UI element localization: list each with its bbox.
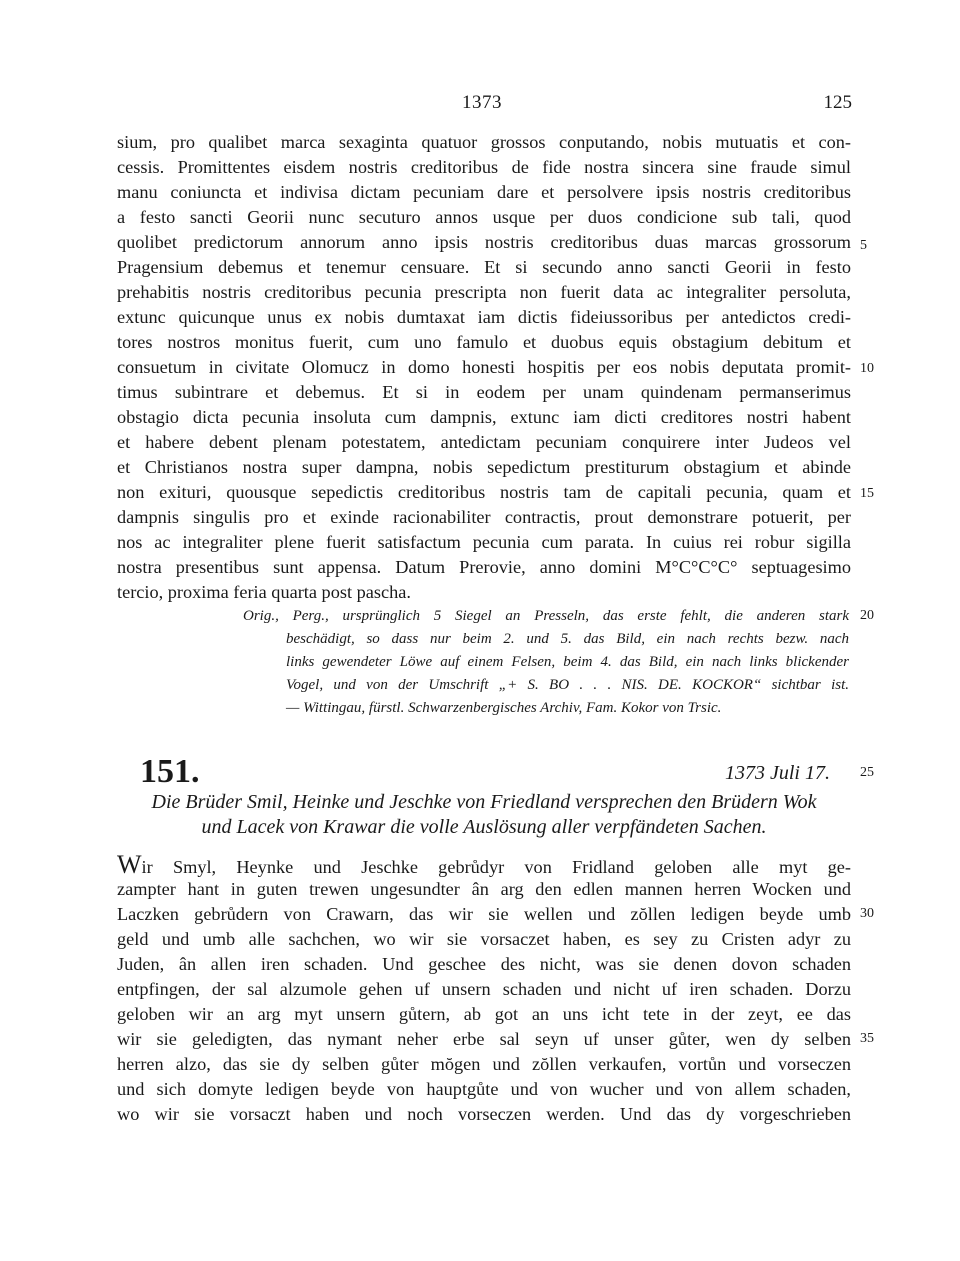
body-line: prehabitis nostris creditoribus pecunia prescripta non fuerit data ac integraliter persoluta, (117, 282, 851, 302)
body-line: sium, pro qualibet marca sexaginta quatuor grossos conputando, nobis mutuatis et con- (117, 132, 851, 152)
german-text-line: geld und umb alle sachchen, wo wir sie vorsaczet haben, es sey zu Cristen adyr zu (117, 929, 851, 949)
body-line: nos ac integraliter plene fuerit satisfactum pecunia cum parata. In cuius rei robur sigilla (117, 532, 851, 552)
body-line: cessis. Promittentes eisdem nostris creditoribus de fide nostra sincera sine fraude simul (117, 157, 851, 177)
body-line: tores nostros monitus fuerit, cum uno famulo et duobus equis obstagium debitum et (117, 332, 851, 352)
line-number-marker: 25 (860, 765, 874, 780)
german-text-line: Laczken gebrůdern von Crawarn, das wir sie wellen und zŏllen ledigen beyde umb (117, 904, 851, 924)
german-text-line (117, 852, 851, 878)
page-number: 125 (823, 92, 852, 113)
body-line: timus subintrare et debemus. Et si in eodem per unam quindenam permanserimus (117, 382, 851, 402)
regest-line: und Lacek von Krawar die volle Auslösung aller verpfändeten Sachen. (201, 816, 767, 838)
archival-note-line: — Wittingau, fürstl. Schwarzenbergisches Archiv, Fam. Kokor von Trsic. (286, 700, 722, 716)
line-number-marker: 15 (860, 486, 874, 501)
body-line: consuetum in civitate Olomucz in domo honesti hospitis per eos nobis deputata promit- (117, 357, 851, 377)
body-line: non exituri, quousque sepedictis creditoribus nostris tam de capitali pecunia, quam et (117, 482, 851, 502)
body-line: tercio, proxima feria quarta post pascha. (117, 582, 411, 602)
running-header-year: 1373 (462, 92, 502, 113)
archival-note-line: beschädigt, so dass nur beim 2. und 5. das Bild, ein nach rechts bezw. nach (286, 631, 849, 647)
german-text-line: zampter hant in guten trewen ungesundter ân arg den edlen mannen herren Wocken und (117, 879, 851, 899)
german-text-line: Juden, ân allen iren schaden. Und geschee des nicht, was sie denen dovon schaden (117, 954, 851, 974)
document-date: 1373 Juli 17. (725, 762, 830, 784)
initial-letter: W (117, 850, 142, 879)
archival-note-line: Orig., Perg., ursprünglich 5 Siegel an Presseln, das erste fehlt, die anderen stark (243, 608, 849, 624)
archival-note-line: Vogel, und von der Umschrift „+ S. BO . . . NIS. DE. KOCKOR“ sichtbar ist. (286, 677, 849, 693)
line-number-marker: 20 (860, 608, 874, 623)
body-line: et habere debent plenam potestatem, antedictam pecuniam conquirere inter Judeos vel (117, 432, 851, 452)
document-number: 151. (140, 753, 200, 790)
line-number-marker: 10 (860, 361, 874, 376)
body-line: extunc quicunque unus ex nobis dumtaxat iam dictis fideiussoribus per antedictos credi- (117, 307, 851, 327)
body-line: quolibet predictorum annorum anno ipsis nostris creditoribus duas marcas grossorum (117, 232, 851, 252)
body-line: dampnis singulis pro et exinde racionabiliter contractis, prout demonstrare potuerit, per (117, 507, 851, 527)
first-line-text: ir Smyl, Heynke und Jeschke gebrůdyr von Fridland geloben alle myt ge- (141, 857, 851, 877)
body-line: et Christianos nostra super dampna, nobis sepedictum prestiturum obstagium et abinde (117, 457, 851, 477)
body-line: nostra presentibus sunt appensa. Datum Prerovie, anno domini M°C°C°C° septuagesimo (117, 557, 851, 577)
german-text-line: geloben wir an arg myt unsern gůtern, ab got an uns icht tete in der zeyt, ee das (117, 1004, 851, 1024)
body-line: obstagio dicta pecunia insoluta cum dampnis, extunc iam dicti creditores nostri habent (117, 407, 851, 427)
line-number-marker: 35 (860, 1031, 874, 1046)
body-line: manu coniuncta et indivisa dictam pecuniam dare et persolvere ipsis nostris creditoribus (117, 182, 851, 202)
archival-note-line: links gewendeter Löwe auf einem Felsen, beim 4. das Bild, ein nach links blickender (286, 654, 849, 670)
german-text-line: herren alzo, das sie dy selben gůter mŏgen und zŏllen verkaufen, vortůn und vorseczen (117, 1054, 851, 1074)
regest-line: Die Brüder Smil, Heinke und Jeschke von Friedland versprechen den Brüdern Wok (151, 791, 817, 813)
german-text-line: entpfingen, der sal alzumole gehen uf unsern schaden und nicht uf iren schaden. Dorzu (117, 979, 851, 999)
german-text-line: und sich domyte ledigen beyde von hauptgůte und von wucher und von allem schaden, (117, 1079, 851, 1099)
body-line: a festo sancti Georii nunc secuturo annos usque per duos condicione sub tali, quod (117, 207, 851, 227)
german-text-line: wo wir sie vorsaczt haben und noch vorseczen werden. Und das dy vorgeschrieben (117, 1104, 851, 1124)
line-number-marker: 5 (860, 238, 867, 253)
line-number-marker: 30 (860, 906, 874, 921)
body-line: Pragensium debemus et tenemur censuare. Et si secundo anno sancti Georii in festo (117, 257, 851, 277)
german-text-line: wir sie geledigten, das nymant neher erbe sal seyn uf unser gůter, wen dy selben (117, 1029, 851, 1049)
